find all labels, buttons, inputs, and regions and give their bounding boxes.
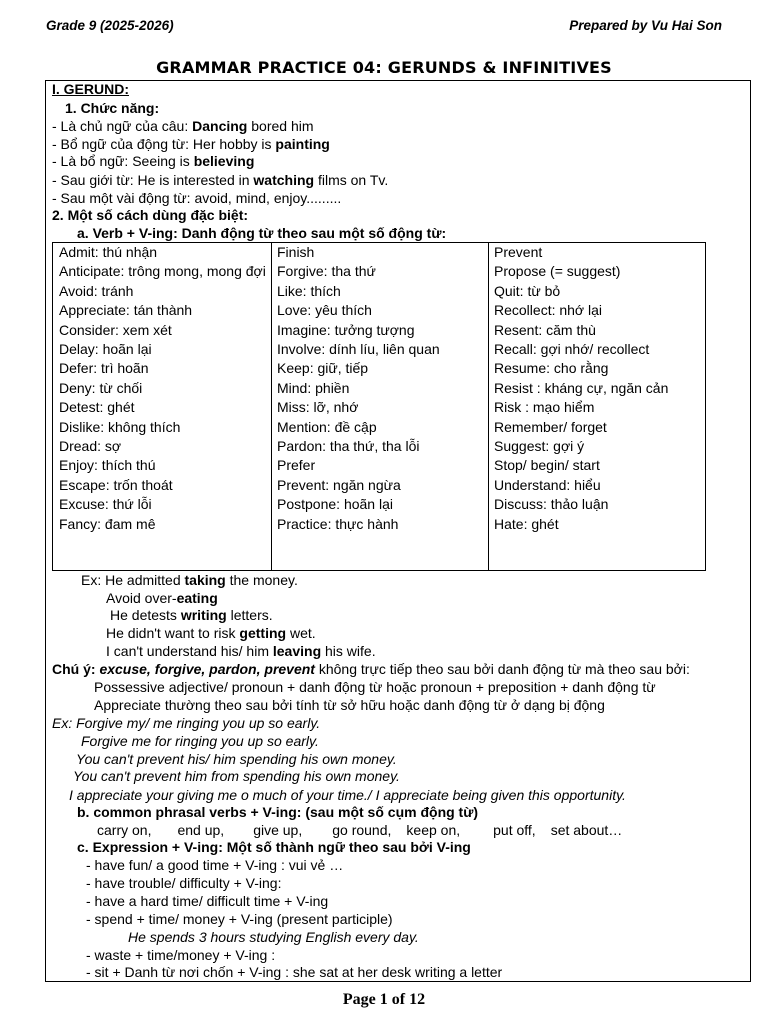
function-line-5: - Sau một vài động từ: avoid, mind, enjoy......... <box>52 190 342 206</box>
verb-table-cell: Avoid: tránh <box>59 282 134 299</box>
phrasal-item: keep on, <box>406 822 461 838</box>
subheading-expressions: c. Expression + V-ing: Một số thành ngữ theo sau bởi V-ing <box>77 839 471 855</box>
phrasal-item: end up, <box>177 822 225 838</box>
verb-table-cell: Anticipate: trông mong, mong đợi <box>59 263 266 280</box>
verb-table-cell: Admit: thú nhận <box>59 244 158 260</box>
example-line-5: I can't understand his/ him leaving his wife. <box>106 643 376 659</box>
verb-table-cell: Discuss: thảo luận <box>494 496 609 513</box>
verb-table-column-1 <box>53 243 272 570</box>
expression-line-2: - have trouble/ difficulty + V-ing: <box>86 875 282 891</box>
verb-table-cell: Practice: thực hành <box>277 515 399 532</box>
verb-table-cell: Dread: sợ <box>59 438 122 455</box>
note-example-3: You can't prevent his/ him spending his own money. <box>76 751 397 767</box>
verb-table-cell: Resume: cho rằng <box>494 360 609 377</box>
verb-table-cell: Quit: từ bỏ <box>494 282 561 299</box>
subheading-functions: 1. Chức năng: <box>65 100 160 116</box>
function-line-1: - Là chủ ngữ của câu: Dancing bored him <box>52 118 314 134</box>
note-rule-1: Possessive adjective/ pronoun + danh động từ hoặc pronoun + preposition + danh động từ <box>94 679 656 695</box>
expression-line-4: - spend + time/ money + V-ing (present participle) <box>86 911 393 927</box>
phrasal-item: set about… <box>550 822 623 838</box>
verb-table-cell: Prefer <box>277 457 316 474</box>
expression-line-7: - sit + Danh từ nơi chốn + V-ing : she sat at her desk writing a letter <box>86 964 503 980</box>
verb-table-cell: Imagine: tưởng tượng <box>277 321 415 338</box>
expression-line-6: - waste + time/money + V-ing : <box>86 947 276 963</box>
verb-table-cell: Forgive: tha thứ <box>277 263 376 280</box>
page-title: GRAMMAR PRACTICE 04: GERUNDS & INFINITIVES <box>156 58 612 77</box>
verb-table-cell: Pardon: tha thứ, tha lỗi <box>277 438 420 455</box>
verb-table-cell: Keep: giữ, tiếp <box>277 360 369 377</box>
verb-table-column-2 <box>271 243 489 570</box>
verb-table-cell: Love: yêu thích <box>277 302 372 319</box>
verb-table-cell: Postpone: hoãn lại <box>277 496 393 513</box>
phrasal-verbs-list <box>97 822 622 839</box>
phrasal-item: carry on, <box>97 822 152 838</box>
subheading-verb-ving: a. Verb + V-ing: Danh động từ theo sau một số động từ: <box>77 225 447 241</box>
note-line: Chú ý: excuse, forgive, pardon, prevent không trực tiếp theo sau bởi danh động từ mà theo sau bởi: <box>52 661 690 677</box>
verb-table-cell: Remember/ forget <box>494 418 607 435</box>
verb-table-cell: Recall: gợi nhớ/ recollect <box>494 341 650 358</box>
verb-table <box>52 242 706 571</box>
verb-table-column-3 <box>488 243 707 570</box>
function-line-4: - Sau giới từ: He is interested in watching films on Tv. <box>52 172 389 188</box>
verb-table-cell: Fancy: đam mê <box>59 515 156 532</box>
example-line-2: Avoid over-eating <box>106 590 218 606</box>
verb-table-cell: Detest: ghét <box>59 399 135 416</box>
verb-table-cell: Dislike: không thích <box>59 418 181 435</box>
verb-table-cell: Mention: đề cập <box>277 418 377 435</box>
verb-table-cell: Propose (= suggest) <box>494 263 621 280</box>
verb-table-cell: Miss: lỡ, nhớ <box>277 399 359 416</box>
verb-table-cell: Consider: xem xét <box>59 321 172 338</box>
verb-table-cell: Finish <box>277 244 315 260</box>
note-example-5: I appreciate your giving me o much of your time./ I appreciate being given this opportunity. <box>69 787 626 803</box>
verb-table-cell: Involve: dính líu, liên quan <box>277 341 440 358</box>
verb-table-cell: Delay: hoãn lại <box>59 341 152 358</box>
example-line-1: Ex: He admitted taking the money. <box>81 572 298 588</box>
example-line-4: He didn't want to risk getting wet. <box>106 625 316 641</box>
phrasal-item: go round, <box>332 822 392 838</box>
example-line-3: He detests writing letters. <box>110 607 273 623</box>
expression-line-3: - have a hard time/ difficult time + V-ing <box>86 893 329 909</box>
function-line-3: - Là bổ ngữ: Seeing is believing <box>52 153 255 169</box>
expression-line-1: - have fun/ a good time + V-ing : vui vẻ … <box>86 857 344 873</box>
note-example-4: You can't prevent him from spending his own money. <box>73 768 400 784</box>
verb-table-cell: Prevent: ngăn ngừa <box>277 476 401 493</box>
verb-table-cell: Stop/ begin/ start <box>494 457 600 474</box>
verb-table-cell: Suggest: gợi ý <box>494 438 585 455</box>
verb-table-cell: Resent: căm thù <box>494 321 596 338</box>
subheading-special-uses: 2. Một số cách dùng đặc biệt: <box>52 207 249 223</box>
verb-table-cell: Appreciate: tán thành <box>59 302 193 319</box>
expression-example: He spends 3 hours studying English every day. <box>128 929 419 945</box>
verb-table-cell: Prevent <box>494 244 543 260</box>
note-rule-2: Appreciate thường theo sau bởi tính từ sở hữu hoặc danh động từ ở dạng bị động <box>94 697 605 713</box>
verb-table-cell: Deny: từ chối <box>59 379 143 396</box>
phrasal-item: put off, <box>493 822 536 838</box>
header-author: Prepared by Vu Hai Son <box>569 18 722 33</box>
phrasal-item: give up, <box>253 822 303 838</box>
verb-table-cell: Escape: trốn thoát <box>59 476 173 493</box>
verb-table-cell: Resist : kháng cự, ngăn cản <box>494 379 669 396</box>
header-grade: Grade 9 (2025-2026) <box>46 18 174 33</box>
verb-table-cell: Hate: ghét <box>494 515 559 532</box>
section-heading-gerund: I. GERUND: <box>52 81 129 97</box>
verb-table-cell: Defer: trì hoãn <box>59 360 149 377</box>
verb-table-cell: Like: thích <box>277 282 341 299</box>
verb-table-cell: Mind: phiền <box>277 379 350 396</box>
note-example-1: Ex: Forgive my/ me ringing you up so early. <box>52 715 321 731</box>
verb-table-cell: Recollect: nhớ lại <box>494 302 603 319</box>
subheading-phrasal-verbs: b. common phrasal verbs + V-ing: (sau một số cụm động từ) <box>77 804 479 820</box>
page-number: Page 1 of 12 <box>342 991 426 1008</box>
note-example-2: Forgive me for ringing you up so early. <box>81 733 319 749</box>
verb-table-cell: Understand: hiểu <box>494 476 601 493</box>
verb-table-cell: Excuse: thứ lỗi <box>59 496 152 513</box>
verb-table-cell: Risk : mạo hiểm <box>494 399 595 416</box>
function-line-2: - Bổ ngữ của động từ: Her hobby is painting <box>52 136 330 152</box>
verb-table-cell: Enjoy: thích thú <box>59 457 156 474</box>
